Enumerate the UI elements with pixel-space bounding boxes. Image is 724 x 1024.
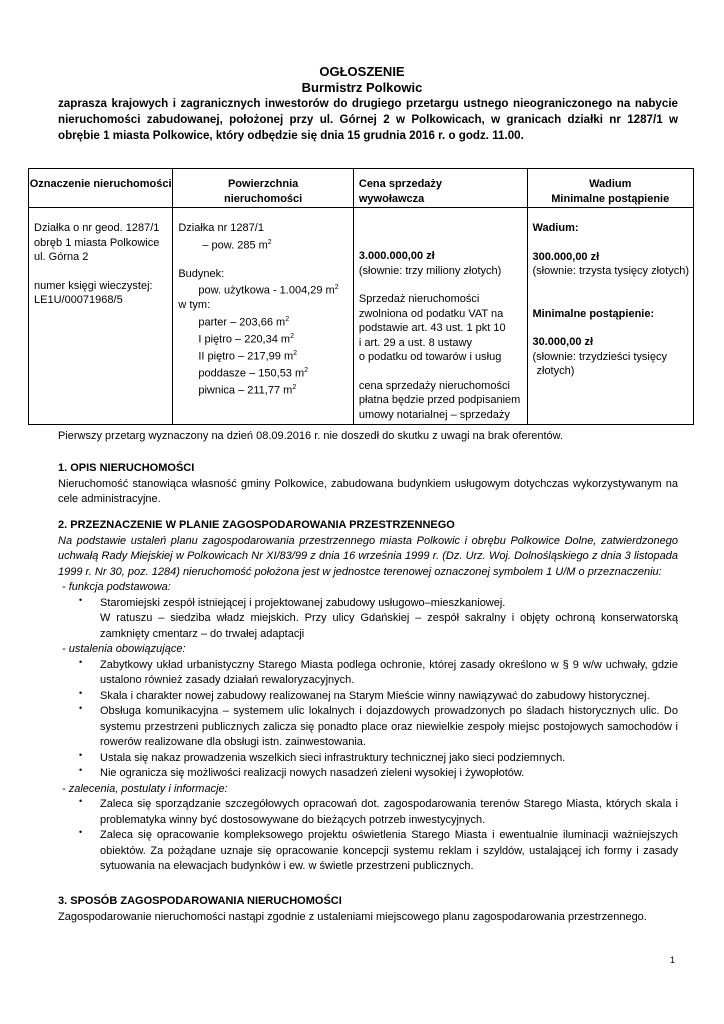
land-register-number: LE1U/00071968/5 bbox=[34, 294, 123, 306]
payment-note-line: cena sprzedaży nieruchomości bbox=[358, 379, 510, 392]
bullet-list bbox=[58, 797, 678, 875]
usable-area: pow. użytkowa - 1.004,29 $m^2$ bbox=[198, 284, 339, 297]
street-address: ul. Górna 2 bbox=[34, 251, 89, 263]
cell-deposit bbox=[527, 208, 694, 425]
area-basement: piwnica – 211,77 $m^2$ bbox=[198, 384, 297, 398]
header-cell-area: Powierzchnia nieruchomości bbox=[173, 169, 354, 208]
precinct: obręb 1 miasta Polkowice bbox=[34, 236, 160, 249]
subheading-recommendations: - zalecenia, postulaty i informacje: bbox=[62, 782, 228, 795]
land-register-label: numer księgi wieczystej: bbox=[34, 279, 153, 292]
section-text: Na podstawie ustaleń planu zagospodarowania przestrzennego miasta Polkowic i obrębu Polkowice Dolne, zatwierdzonego uchwałą Rady Miejskiej w Polkowicach Nr XI/83/99 z dnia 16 września 1999 r. (Dz. Urz. Woj. Dolnośląskiego z dnia 3 listopada 1999 r. Nr 30, poz. 1284) nieruchomość położona jest w jednostce terenowej oznaczonej symbolem 1 U/M o przeznaczeniu: bbox=[58, 534, 678, 578]
area-ground-floor: parter – 203,66 $m^2$ bbox=[198, 315, 290, 329]
cell-price bbox=[353, 208, 527, 425]
header-cell-designation: Oznaczenie nieruchomości bbox=[29, 169, 173, 208]
starting-price: 3.000.000,00 zł bbox=[358, 250, 435, 262]
area-attic: poddasze – 150,53 $m^2$ bbox=[198, 367, 309, 380]
including-label: w tym: bbox=[178, 299, 211, 312]
section-zoning bbox=[58, 518, 678, 875]
list-item: • Zabytkowy układ urbanistyczny Starego Miasta podlega ochronie, której zasady określono w § 9 w/w uchwały, gdzie ustalono również zasady działań rewaloryzacyjnych. bbox=[100, 658, 678, 689]
min-increment-words: (słownie: trzydzieści tysięcy bbox=[532, 350, 667, 363]
vat-note-line: zwolniona od podatku VAT na bbox=[358, 307, 504, 320]
list-item: • Obsługa komunikacyjna – systemem ulic lokalnych i dojazdowych prowadzonych po śladach historycznych ulic. Do systemu przestrzeni publicznych zalicza się ponadto place oraz niewielkie zespoły miejsc postojowych samochodów i rowerów realizowane dla obsługi istn. zainwestowania. bbox=[100, 704, 678, 751]
subheading-basic-function: - funkcja podstawowa: bbox=[62, 581, 171, 593]
list-item: • Zaleca się sporządzanie szczegółowych opracowań dot. zagospodarowania terenów Starego Miasta, których skala i problematyka winny być dostosowywane do bieżących potrzeb inwestycyjnych. bbox=[100, 797, 678, 828]
subheading-binding-rules: - ustalenia obowiązujące: bbox=[62, 643, 186, 655]
deposit-label: Wadium: bbox=[532, 222, 579, 234]
area-second-floor: II piętro – 217,99 $m^2$ bbox=[198, 350, 298, 363]
section-heading: 1. OPIS NIERUCHOMOŚCI bbox=[58, 462, 195, 474]
header-cell-price: Cena sprzedaży wywoławcza bbox=[353, 169, 527, 208]
plot-label: Działka nr 1287/1 bbox=[178, 222, 264, 234]
table-header-row bbox=[29, 169, 694, 208]
payment-note-line: płatna będzie przed podpisaniem bbox=[358, 394, 521, 406]
min-increment-label: Minimalne postąpienie: bbox=[532, 307, 655, 320]
property-table bbox=[28, 168, 694, 425]
list-item: • Nie ogranicza się możliwości realizacji nowych nasadzeń zieleni wysokiej i żywopłotów. bbox=[100, 766, 678, 782]
section-heading: 3. SPOSÓB ZAGOSPODAROWANIA NIERUCHOMOŚCI bbox=[58, 895, 342, 907]
deposit-words: (słownie: trzysta tysięcy złotych) bbox=[532, 265, 689, 277]
vat-note-line: podstawie art. 43 ust. 1 pkt 10 bbox=[358, 322, 506, 334]
section-description bbox=[58, 461, 678, 508]
section-text: Nieruchomość stanowiąca własność gminy Polkowice, zabudowana budynkiem usługowym dotychczas wykorzystywanym na cele administracyjne. bbox=[58, 477, 678, 505]
vat-note-line: i art. 29 a ust. 8 ustawy bbox=[358, 336, 472, 349]
parcel-number: Działka o nr geod. 1287/1 bbox=[34, 222, 160, 234]
header-cell-deposit: Wadium Minimalne postąpienie bbox=[527, 169, 694, 208]
deposit-amount: 300.000,00 zł bbox=[532, 250, 600, 263]
building-label: Budynek: bbox=[178, 267, 225, 280]
cell-designation bbox=[29, 208, 173, 425]
section-heading: 2. PRZEZNACZENIE W PLANIE ZAGOSPODAROWANIA PRZESTRZENNEGO bbox=[58, 519, 455, 531]
page-subtitle: Burmistrz Polkowic bbox=[301, 80, 423, 95]
list-item: • Staromiejski zespół istniejącej i projektowanej zabudowy usługowo–mieszkaniowej. W ratuszu – siedziba władz miejskich. Przy ulicy Gdańskiej – zespół sakralny i objęty ochroną konserwatorską zamknięty cmentarz – do trwałej adaptacji bbox=[100, 596, 678, 643]
area-first-floor: I piętro – 220,34 $m^2$ bbox=[198, 332, 294, 346]
cell-area bbox=[173, 208, 354, 425]
table-row bbox=[29, 208, 694, 425]
plot-area: – pow. 285 $m^2$ bbox=[202, 238, 272, 252]
bullet-list bbox=[58, 596, 678, 643]
min-increment-amount: 30.000,00 zł bbox=[532, 336, 594, 348]
vat-note-line: o podatku od towarów i usług bbox=[358, 351, 502, 363]
list-item: • Skala i charakter nowej zabudowy realizowanej na Starym Mieście winny nawiązywać do zabudowy historycznej. bbox=[100, 689, 678, 705]
section-text: Zagospodarowanie nieruchomości nastąpi zgodnie z ustaleniami miejscowego planu zagospodarowania przestrzennego. bbox=[58, 910, 647, 923]
payment-note-line: umowy notarialnej – sprzedaży bbox=[358, 408, 510, 421]
list-item: • Ustala się nakaz prowadzenia wszelkich sieci infrastruktury technicznej jako sieci podziemnych. bbox=[100, 751, 678, 767]
intro-paragraph: zaprasza krajowych i zagranicznych inwestorów do drugiego przetargu ustnego nieograniczonego na nabycie nieruchomości zabudowanej, położonej przy ul. Górnej 2 w Polkowicach, w granicach działki nr 1287/1 w obrębie 1 miasta Polkowice, który odbędzie się dnia 15 grudnia 2016 r. o godz. 11.00. bbox=[58, 97, 678, 142]
page-title: OGŁOSZENIE bbox=[319, 64, 405, 79]
section-development bbox=[58, 894, 678, 925]
bullet-list bbox=[58, 658, 678, 782]
first-tender-note: Pierwszy przetarg wyznaczony na dzień 08.09.2016 r. nie doszedł do skutku z uwagi na brak oferentów. bbox=[58, 430, 564, 442]
min-increment-words: złotych) bbox=[536, 365, 575, 377]
starting-price-words: (słownie: trzy miliony złotych) bbox=[358, 264, 502, 277]
list-item: • Zaleca się opracowanie kompleksowego projektu oświetlenia Starego Miasta i ewentualnie iluminacji ważniejszych obiektów. Za pożądane uznaje się opracowanie koncepcji systemu reklam i szyldów, ustalającej ich formy i zasady sytuowania na elewacjach budynków i ew. w świetle przestrzeni publicznych. bbox=[100, 828, 678, 875]
vat-note-line: Sprzedaż nieruchomości bbox=[358, 293, 480, 305]
page-number: 1 bbox=[670, 955, 676, 965]
